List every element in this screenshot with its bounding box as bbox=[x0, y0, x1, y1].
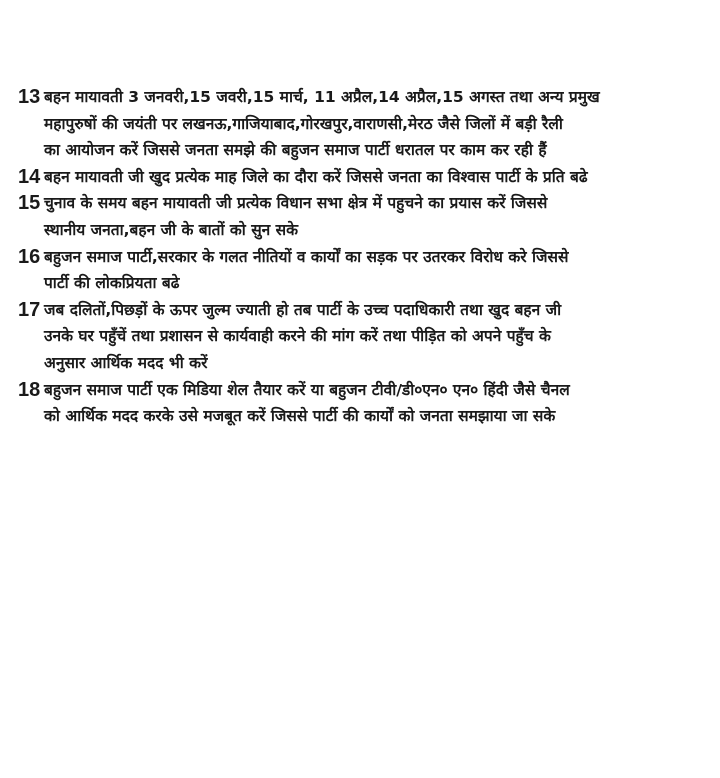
list-item-15 bbox=[18, 190, 710, 243]
text-line: महापुरुषों की जयंती पर लखनऊ,गाजियाबाद,गोरखपुर,वाराणसी,मेरठ जैसे जिलों में बड़ी रैली bbox=[44, 114, 563, 133]
item-text bbox=[44, 164, 710, 191]
text-line: का आयोजन करें जिससे जनता समझे की बहुजन समाज पार्टी धरातल पर काम कर रही हैं bbox=[44, 141, 547, 160]
item-text bbox=[44, 190, 710, 243]
item-number: 15 bbox=[18, 192, 41, 215]
item-number: 14 bbox=[18, 165, 41, 188]
item-text bbox=[44, 244, 710, 297]
text-line: पार्टी की लोकप्रियता बढे bbox=[44, 274, 180, 293]
list-item-14 bbox=[18, 164, 710, 191]
item-number: 18 bbox=[18, 378, 41, 401]
item-text bbox=[44, 84, 710, 164]
list-item-13 bbox=[18, 84, 710, 164]
item-number: 16 bbox=[18, 245, 41, 268]
text-line: को आर्थिक मदद करके उसे मजबूत करें जिससे पार्टी की कार्यों को जनता समझाया जा सके bbox=[44, 407, 556, 426]
text-line: बहुजन समाज पार्टी,सरकार के गलत नीतियों व कार्यों का सड़क पर उतरकर विरोध करे जिससे bbox=[44, 247, 569, 266]
text-line: स्थानीय जनता,बहन जी के बातों को सुन सके bbox=[44, 220, 299, 239]
item-number: 17 bbox=[18, 298, 41, 321]
list-item-18 bbox=[18, 377, 710, 430]
item-text bbox=[44, 377, 710, 430]
list-item-16 bbox=[18, 244, 710, 297]
item-text bbox=[44, 297, 710, 377]
text-line: उनके घर पहुँचें तथा प्रशासन से कार्यवाही करने की मांग करें तथा पीड़ित को अपने पहुँच के bbox=[44, 327, 551, 346]
text-line: अनुसार आर्थिक मदद भी करें bbox=[44, 353, 208, 372]
item-number: 13 bbox=[18, 86, 41, 108]
text-line: बहन मायावती जी खुद प्रत्येक माह जिले का दौरा करें जिससे जनता का विश्वास पार्टी के प्रति बढे bbox=[44, 167, 588, 186]
text-line: चुनाव के समय बहन मायावती जी प्रत्येक विधान सभा क्षेत्र में पहुचने का प्रयास करें जिससे bbox=[44, 194, 548, 213]
document-body bbox=[18, 84, 710, 430]
list-item-17 bbox=[18, 297, 710, 377]
text-line: बहुजन समाज पार्टी एक मिडिया शेल तैयार करें या बहुजन टीवी/डी०एन० एन० हिंदी जैसे चैनल bbox=[44, 380, 570, 399]
text-line: जब दलितों,पिछड़ों के ऊपर जुल्म ज्याती हो तब पार्टी के उच्च पदाधिकारी तथा खुद बहन जी bbox=[44, 300, 562, 319]
text-line: बहन मायावती 3 जनवरी,15 जवरी,15 मार्च, 11 अप्रैल,14 अप्रैल,15 अगस्त तथा अन्य प्रमुख bbox=[44, 88, 600, 106]
